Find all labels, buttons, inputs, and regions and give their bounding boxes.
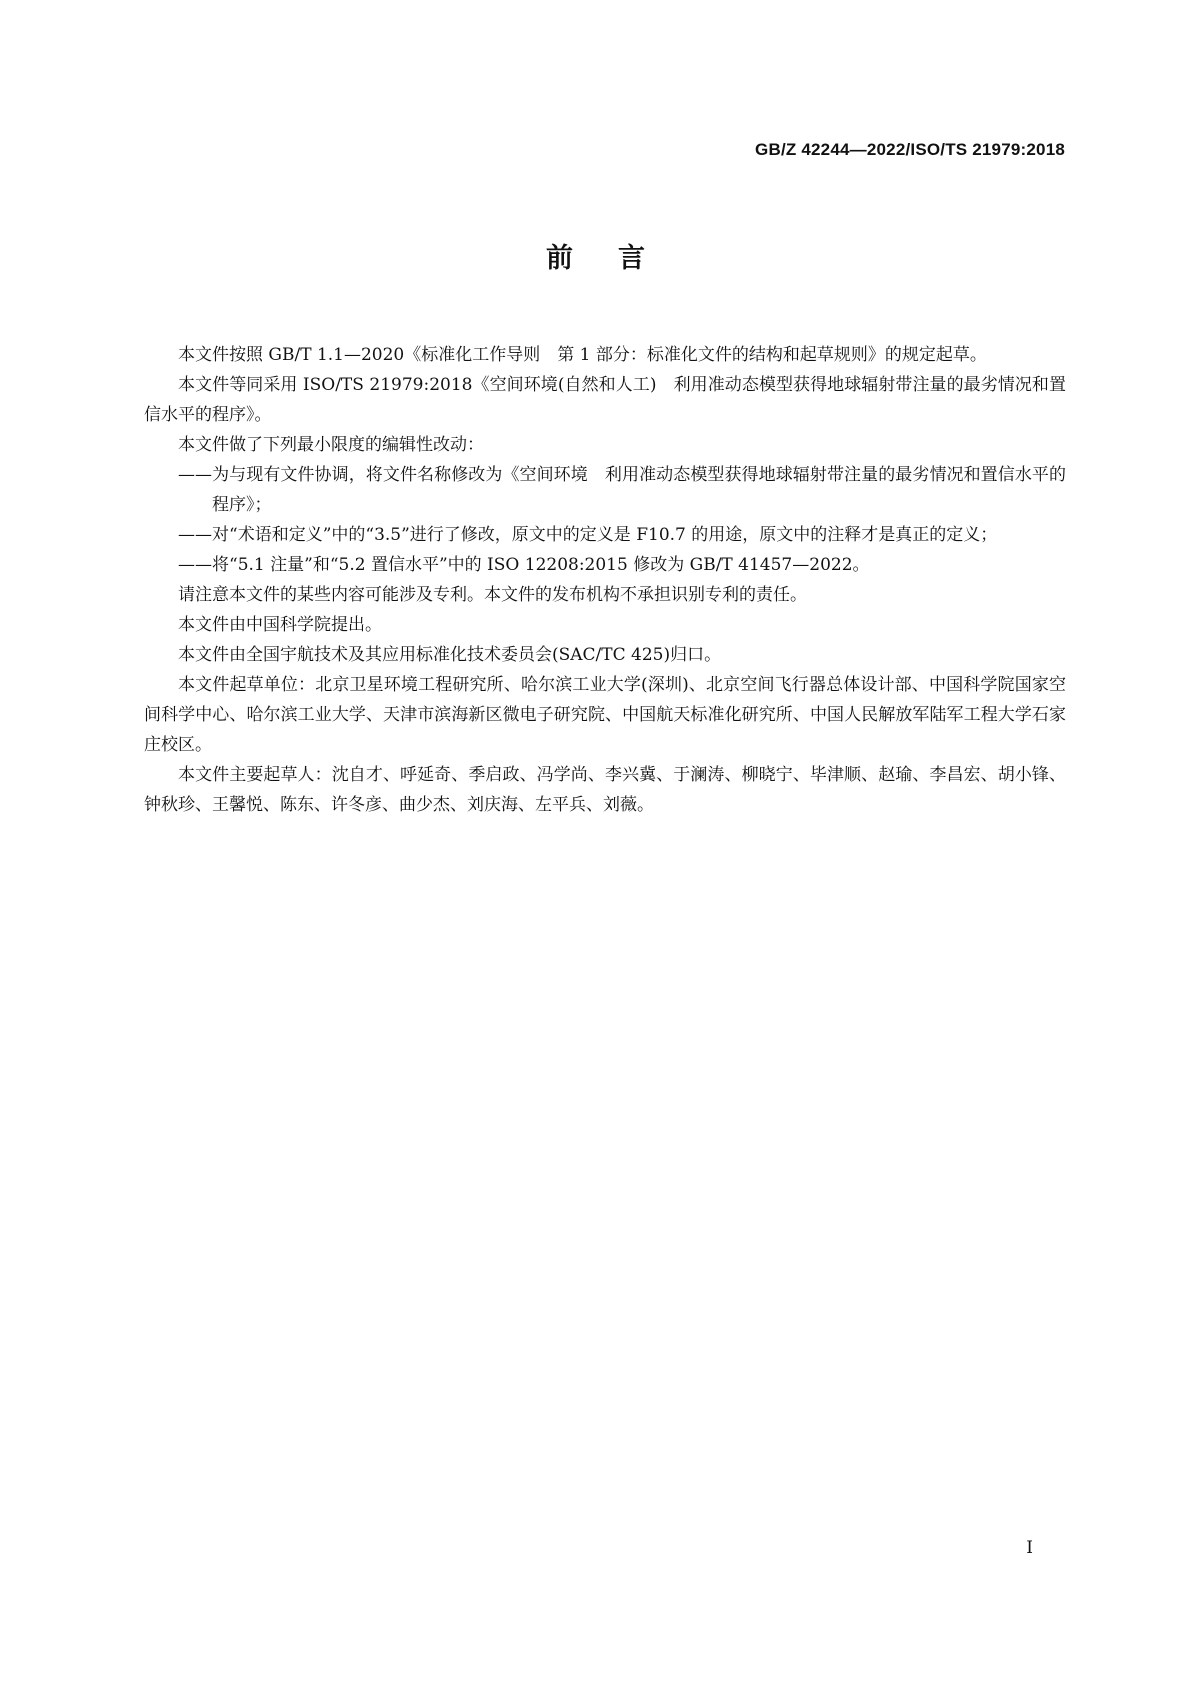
- paragraph-patent-notice: 请注意本文件的某些内容可能涉及专利。本文件的发布机构不承担识别专利的责任。: [178, 585, 807, 605]
- paragraph-proposer: 本文件由中国科学院提出。: [178, 615, 382, 635]
- paragraph-committee: 本文件由全国宇航技术及其应用标准化技术委员会(SAC/TC 425)归口。: [178, 645, 722, 665]
- foreword-body: [144, 340, 1066, 820]
- page-title: 前言: [546, 243, 690, 274]
- paragraph-adoption: 本文件等同采用 ISO/TS 21979:2018《空间环境(自然和人工) 利用准动态模型获得地球辐射带注量的最劣情况和置信水平的程序》。: [144, 375, 1066, 425]
- paragraph-drafting-units: 本文件起草单位：北京卫星环境工程研究所、哈尔滨工业大学(深圳)、北京空间飞行器总体设计部、中国科学院国家空间科学中心、哈尔滨工业大学、天津市滨海新区微电子研究院、中国航天标准化研究所、中国人民解放军陆军工程大学石家庄校区。: [144, 675, 1066, 755]
- list-item-edit-reference: ——将“5.1 注量”和“5.2 置信水平”中的 ISO 12208:2015 修改为 GB/T 41457—2022。: [178, 555, 870, 575]
- page-number: I: [1026, 1538, 1033, 1558]
- paragraph-standard-basis: 本文件按照 GB/T 1.1—2020《标准化工作导则 第 1 部分：标准化文件的结构和起草规则》的规定起草。: [178, 345, 987, 365]
- paragraph-drafters: 本文件主要起草人：沈自才、呼延奇、季启政、冯学尚、李兴冀、于澜涛、柳晓宁、毕津顺、赵瑜、李昌宏、胡小锋、钟秋珍、王馨悦、陈东、许冬彦、曲少杰、刘庆海、左平兵、刘薇。: [144, 765, 1066, 815]
- paragraph-edits-intro: 本文件做了下列最小限度的编辑性改动：: [178, 435, 484, 455]
- list-item-edit-definition: ——对“术语和定义”中的“3.5”进行了修改，原文中的定义是 F10.7 的用途，原文中的注释才是真正的定义；: [178, 525, 998, 545]
- document-code: GB/Z 42244—2022/ISO/TS 21979:2018: [755, 140, 1065, 159]
- list-item-edit-title: ——为与现有文件协调，将文件名称修改为《空间环境 利用准动态模型获得地球辐射带注量的最劣情况和置信水平的程序》；: [178, 465, 1066, 515]
